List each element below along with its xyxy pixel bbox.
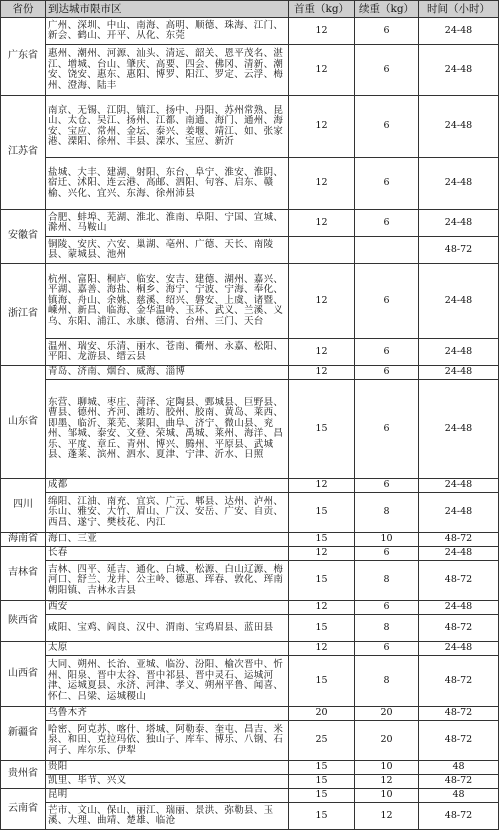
time-cell: 24-48 [419,380,499,479]
table-row [1,479,499,493]
province-cell: 新疆省 [1,707,46,761]
time-cell: 24-48 [419,366,499,380]
first-weight-cell: 15 [289,775,355,789]
cities-cell: 昆明 [46,789,289,803]
cities-cell: 盐城、大丰、建湖、射阳、东台、阜宁、淮安、淮阴、宿迁、沭阳、连云港、高邮、泗阳、句容、启东、赣榆、兴化、宜兴、东海、徐州沛县 [46,158,289,210]
cities-cell: 大同、朔州、长治、亚城、临汾、汾阳、榆次晋中、忻州、阳泉、晋中太谷、晋中祁县、晋中灵石、运城河津、运城夏县、永济、河津、孝义、朔州平鲁、闻喜、怀仁、吕梁、运城稷山 [46,656,289,707]
table-row [1,721,499,761]
header-first-weight: 首重（kg） [289,1,355,18]
header-province: 省份 [1,1,46,18]
first-weight-cell: 15 [289,533,355,547]
cities-cell: 杭州、富阳、桐庐、临安、安吉、建德、湖州、嘉兴、平湖、嘉善、海盐、桐乡、海宁、宁波、宁海、奉化、镇海、舟山、余姚、慈溪、绍兴、磐安、上虞、诸暨、嵊州、新昌、临海、金华温岭、玉环、武义、兰溪、义乌、东阳、浦江、永康、德清、台州、三门、天台 [46,264,289,339]
extra-weight-cell: 8 [355,615,419,642]
header-cities: 到达城市限市区 [46,1,289,18]
time-cell: 24-48 [419,493,499,533]
table-row [1,210,499,237]
time-cell: 24-48 [419,18,499,45]
first-weight-cell: 15 [289,656,355,707]
time-cell: 24-48 [419,45,499,96]
first-weight-cell: 15 [289,380,355,479]
province-cell: 广东省 [1,18,46,96]
first-weight-cell: 12 [289,210,355,237]
header-time: 时间（小时） [419,1,499,18]
cities-cell: 吉林、四平、延吉、通化、白城、松源、白山辽源、梅河口、舒兰、龙井、公主岭、德惠、珲春、敦化、珲南朝阳镇、吉林永吉县 [46,561,289,601]
cities-cell: 哈密、阿克苏、喀什、塔城、阿勒泰、奎屯、昌吉、米泉、和田、克拉玛依、独山子、库车、博乐、八钢、石河子、库尔乐、伊犁 [46,721,289,761]
cities-cell: 南京、无锡、江阴、镇江、扬中、丹阳、苏州常熟、昆山、太仓、吴江、扬州、江都、南通、海门、通州、海安、宝应、常州、金坛、泰兴、姜堰、靖江、如、张家港、溧阳、徐州、丰县、溧水、宝应、新沂 [46,96,289,158]
extra-weight-cell: 6 [355,210,419,237]
first-weight-cell: 25 [289,721,355,761]
table-row [1,561,499,601]
time-cell: 24-48 [419,158,499,210]
table-row [1,45,499,96]
table-row [1,803,499,830]
table-row [1,339,499,366]
first-weight-cell: 15 [289,761,355,775]
time-cell: 48-72 [419,656,499,707]
first-weight-cell: 12 [289,366,355,380]
first-weight-cell: 12 [289,547,355,561]
extra-weight-cell: 8 [355,656,419,707]
time-cell: 48-72 [419,533,499,547]
first-weight-cell: 12 [289,479,355,493]
first-weight-cell: 12 [289,642,355,656]
table-row [1,493,499,533]
cities-cell: 成都 [46,479,289,493]
cities-cell: 合肥、蚌埠、芜湖、淮北、淮南、阜阳、宁国、宣城、滁州、马鞍山 [46,210,289,237]
province-cell: 山西省 [1,642,46,707]
province-cell: 云南省 [1,789,46,830]
cities-cell: 凯里、毕节、兴义 [46,775,289,789]
first-weight-cell: 12 [289,96,355,158]
time-cell: 48-72 [419,237,499,264]
cities-cell: 广州、深圳、中山、南海、高明、顺德、珠海、江门、新会、鹤山、开平、从化、东莞 [46,18,289,45]
province-cell: 安徽省 [1,210,46,264]
first-weight-cell: 20 [289,707,355,721]
cities-cell: 青岛、济南、烟台、威海、淄博 [46,366,289,380]
cities-cell: 铜陵、安庆、六安、巢湖、亳州、广德、天长、南陵县、蒙城县、池州 [46,237,289,264]
cities-cell: 惠州、潮州、河源、汕头、清远、韶关、恩平茂名、湛江、增城、台山、肇庆、高要、四会、佛冈、清新、潮安、饶安、惠东、惠阳、博罗、阳江、罗定、云浮、梅州、澄海、陆丰 [46,45,289,96]
extra-weight-cell: 6 [355,158,419,210]
time-cell: 48-72 [419,721,499,761]
extra-weight-cell: 10 [355,789,419,803]
province-cell: 贵州省 [1,761,46,789]
first-weight-cell: 15 [289,493,355,533]
first-weight-cell: 12 [289,264,355,339]
extra-weight-cell: 6 [355,18,419,45]
header-extra-weight: 续重（kg） [355,1,419,18]
time-cell: 24-48 [419,547,499,561]
first-weight-cell: 15 [289,803,355,830]
extra-weight-cell: 6 [355,96,419,158]
time-cell: 48-72 [419,803,499,830]
extra-weight-cell: 6 [355,601,419,615]
time-cell: 48-72 [419,707,499,721]
table-row [1,615,499,642]
province-cell: 四川 [1,479,46,533]
table-row [1,601,499,615]
time-cell: 24-48 [419,339,499,366]
cities-cell: 温州、瑞安、乐清、丽水、苍南、衢州、永嘉、松阳、平阳、龙游县、缙云县 [46,339,289,366]
extra-weight-cell: 6 [355,547,419,561]
first-weight-cell: 15 [289,561,355,601]
province-cell: 海南省 [1,533,46,547]
table-header-row [1,1,499,18]
cities-cell: 绵阳、江油、南充、宜宾、广元、郫县、达州、泸州、乐山、雅安、大竹、眉山、广汉、安岳、广安、自贡、西昌、遂宁、樊枝花、内江 [46,493,289,533]
cities-cell: 西安 [46,601,289,615]
time-cell: 24-48 [419,96,499,158]
extra-weight-cell: 8 [355,561,419,601]
time-cell: 24-48 [419,642,499,656]
table-row [1,547,499,561]
time-cell: 24-48 [419,210,499,237]
table-row [1,366,499,380]
extra-weight-cell: 6 [355,45,419,96]
cities-cell: 海口、三亚 [46,533,289,547]
first-weight-cell: 12 [289,339,355,366]
extra-weight-cell: 20 [355,721,419,761]
time-cell: 48-72 [419,561,499,601]
table-row [1,237,499,264]
province-cell: 吉林省 [1,547,46,601]
extra-weight-cell: 6 [355,264,419,339]
extra-weight-cell: 6 [355,339,419,366]
time-cell: 24-48 [419,601,499,615]
extra-weight-cell: 8 [355,493,419,533]
table-row [1,264,499,339]
first-weight-cell: 15 [289,615,355,642]
extra-weight-cell: 6 [355,366,419,380]
cities-cell: 乌鲁木齐 [46,707,289,721]
extra-weight-cell: 6 [355,479,419,493]
time-cell: 48 [419,789,499,803]
table-row [1,707,499,721]
province-cell: 江苏省 [1,96,46,210]
first-weight-cell: 15 [289,789,355,803]
table-row [1,96,499,158]
table-row [1,642,499,656]
province-cell: 山东省 [1,366,46,479]
time-cell: 48-72 [419,775,499,789]
time-cell: 48-72 [419,615,499,642]
table-body [1,18,499,830]
extra-weight-cell [355,237,419,264]
first-weight-cell: 12 [289,601,355,615]
table-row [1,380,499,479]
cities-cell: 贵阳 [46,761,289,775]
first-weight-cell: 12 [289,158,355,210]
extra-weight-cell: 10 [355,761,419,775]
table-row [1,158,499,210]
cities-cell: 咸阳、宝鸡、阎良、汉中、渭南、宝鸡眉县、蓝田县 [46,615,289,642]
table-row [1,775,499,789]
table-row [1,533,499,547]
time-cell: 24-48 [419,264,499,339]
time-cell: 48 [419,761,499,775]
cities-cell: 芒市、文山、保山、丽江、瑞丽、景洪、弥勒县、玉溪、大理、曲靖、楚雄、临沧 [46,803,289,830]
table-row [1,18,499,45]
extra-weight-cell: 12 [355,803,419,830]
extra-weight-cell: 6 [355,380,419,479]
extra-weight-cell: 20 [355,707,419,721]
table-row [1,761,499,775]
province-cell: 浙江省 [1,264,46,366]
table-row [1,789,499,803]
extra-weight-cell: 12 [355,775,419,789]
extra-weight-cell: 10 [355,533,419,547]
cities-cell: 太原 [46,642,289,656]
first-weight-cell: 12 [289,45,355,96]
first-weight-cell: 12 [289,18,355,45]
first-weight-cell [289,237,355,264]
extra-weight-cell: 6 [355,642,419,656]
time-cell: 24-48 [419,479,499,493]
province-cell: 陕西省 [1,601,46,642]
table-row [1,656,499,707]
cities-cell: 长春 [46,547,289,561]
cities-cell: 东营、聊城、枣庄、菏泽、定陶县、鄄城县、巨野县、曹县、德州、齐河、潍坊、胶州、胶南、黄岛、莱西、即墨、临沂、莱芜、莱阳、曲阜、济宁、微山县、兖州、邹城、泰安、文登、荣城、禹城、莱州、海洋、昌乐、平度、章丘、青州、博兴、腾州、平原县、武城县、蓬莱、滨州、泗水、夏津、宁津、沂水、日照 [46,380,289,479]
